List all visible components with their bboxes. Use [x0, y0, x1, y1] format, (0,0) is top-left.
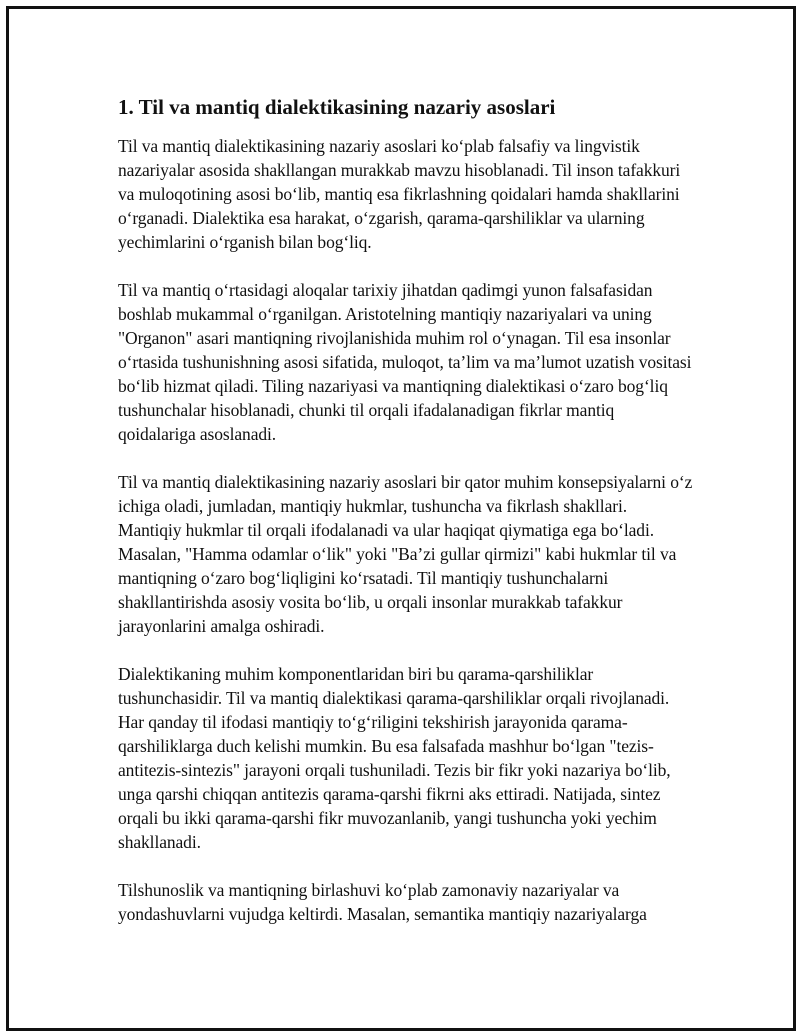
- paragraph-3: Til va mantiq dialektikasining nazariy asoslari bir qator muhim konsepsiyalarni oʻz ichiga oladi, jumladan, mantiqiy hukmlar, tushuncha va fikrlash shakllari. Mantiqiy hukmlar til orqali ifodalanadi va ular haqiqat qiymatiga ega boʻladi. Masalan, "Hamma odamlar oʻlik" yoki "Baʼzi gullar qirmizi" kabi hukmlar til va mantiqning oʻzaro bogʻliqligini koʻrsatadi. Til mantiqiy tushunchalarni shakllantirishda asosiy vosita boʻlib, u orqali insonlar murakkab tafakkur jarayonlarini amalga oshiradi.: [118, 472, 693, 636]
- document-body: [118, 92, 693, 950]
- paragraph-1: Til va mantiq dialektikasining nazariy asoslari koʻplab falsafiy va lingvistik nazariyalar asosida shakllangan murakkab mavzu hisoblanadi. Til inson tafakkuri va muloqotining asosi boʻlib, mantiq esa fikrlashning qoidalari hamda shakllarini oʻrganadi. Dialektika esa harakat, oʻzgarish, qarama-qarshiliklar va ularning yechimlarini oʻrganish bilan bogʻliq.: [118, 136, 681, 252]
- paragraph-4: Dialektikaning muhim komponentlaridan biri bu qarama-qarshiliklar tushunchasidir. Til va mantiq dialektikasi qarama-qarshiliklar orqali rivojlanadi. Har qanday til ifodasi mantiqiy toʻgʻriligini tekshirish jarayonida qarama-qarshiliklarga duch kelishi mumkin. Bu esa falsafada mashhur boʻlgan "tezis-antitezis-sintezis" jarayoni orqali tushuniladi. Tezis bir fikr yoki nazariya boʻlib, unga qarshi chiqqan antitezis qarama-qarshi fikrni aks ettiradi. Natijada, sintez orqali bu ikki qarama-qarshi fikr muvozanlanib, yangi tushuncha yoki yechim shakllanadi.: [118, 664, 671, 852]
- section-heading: 1. Til va mantiq dialektikasining nazariy asoslari: [118, 95, 556, 119]
- paragraph-5: Tilshunoslik va mantiqning birlashuvi koʻplab zamonaviy nazariyalar va yondashuvlarni vujudga keltirdi. Masalan, semantika mantiqiy nazariyalarga: [118, 880, 647, 924]
- paragraph-2: Til va mantiq oʻrtasidagi aloqalar tarixiy jihatdan qadimgi yunon falsafasidan boshlab mukammal oʻrganilgan. Aristotelning mantiqiy nazariyalari va uning "Organon" asari mantiqning rivojlanishida muhim rol oʻynagan. Til esa insonlar oʻrtasida tushunishning asosi sifatida, muloqot, taʼlim va maʼlumot uzatish vositasi boʻlib hizmat qiladi. Tiling nazariyasi va mantiqning dialektikasi oʻzaro bogʻliq tushunchalar hisoblanadi, chunki til orqali ifadalanadigan fikrlar mantiq qoidalariga asoslanadi.: [118, 280, 692, 444]
